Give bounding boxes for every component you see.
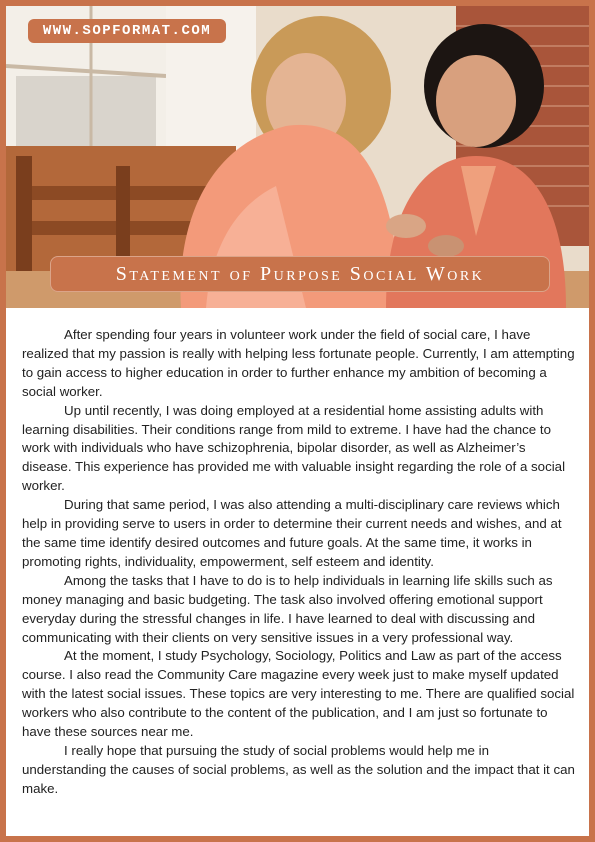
paragraph: Among the tasks that I have to do is to help individuals in learning life skills such as money managing and basic budgeting. The task also involved offering emotional support everyday during the stressful changes in life. I have learned to deal with discussing and communicating with their clients on very sensitive issues in a very professional way. bbox=[22, 572, 553, 645]
paragraph: During that same period, I was also attending a multi-disciplinary care reviews which help in providing serve to users in order to determine their current needs and wishes, and at the same time identify desired outcomes and future goals. At the same time, it works in promoting rights, individuality, empowerment, self esteem and identity. bbox=[22, 497, 562, 569]
paragraph: Up until recently, I was doing employed at a residential home assisting adults with learning disabilities. Their conditions range from mild to extreme. I have had the chance to work with individuals who have schizophrenia, bipolar disorder, as well as Alzheimer’s disease. This experience has provided me with valuable insight regarding the role of a social worker. bbox=[22, 402, 566, 494]
paragraph: After spending four years in volunteer work under the field of social care, I have realized that my passion is really with helping less fortunate people. Currently, I am attempting to gain access to higher education in order to further enhance my ambition of becoming a social worker. bbox=[22, 327, 575, 399]
paragraph: I really hope that pursuing the study of social problems would help me in understanding the causes of social problems, as well as the solution and the impact that it can make. bbox=[22, 742, 575, 796]
site-url-badge: WWW.SOPFORMAT.COM bbox=[28, 19, 226, 43]
statement-body bbox=[22, 326, 575, 799]
header-photo bbox=[6, 6, 589, 308]
paragraph: At the moment, I study Psychology, Sociology, Politics and Law as part of the access course. I also read the Community Care magazine every week just to make myself updated with the latest social issues. These topics are very interesting to me. There are qualified social workers who also contribute to the content of the publication, and I am just so fortunate to have these sources near me. bbox=[22, 648, 575, 740]
page-title: Statement of Purpose Social Work bbox=[50, 256, 550, 292]
page-frame bbox=[6, 6, 589, 836]
